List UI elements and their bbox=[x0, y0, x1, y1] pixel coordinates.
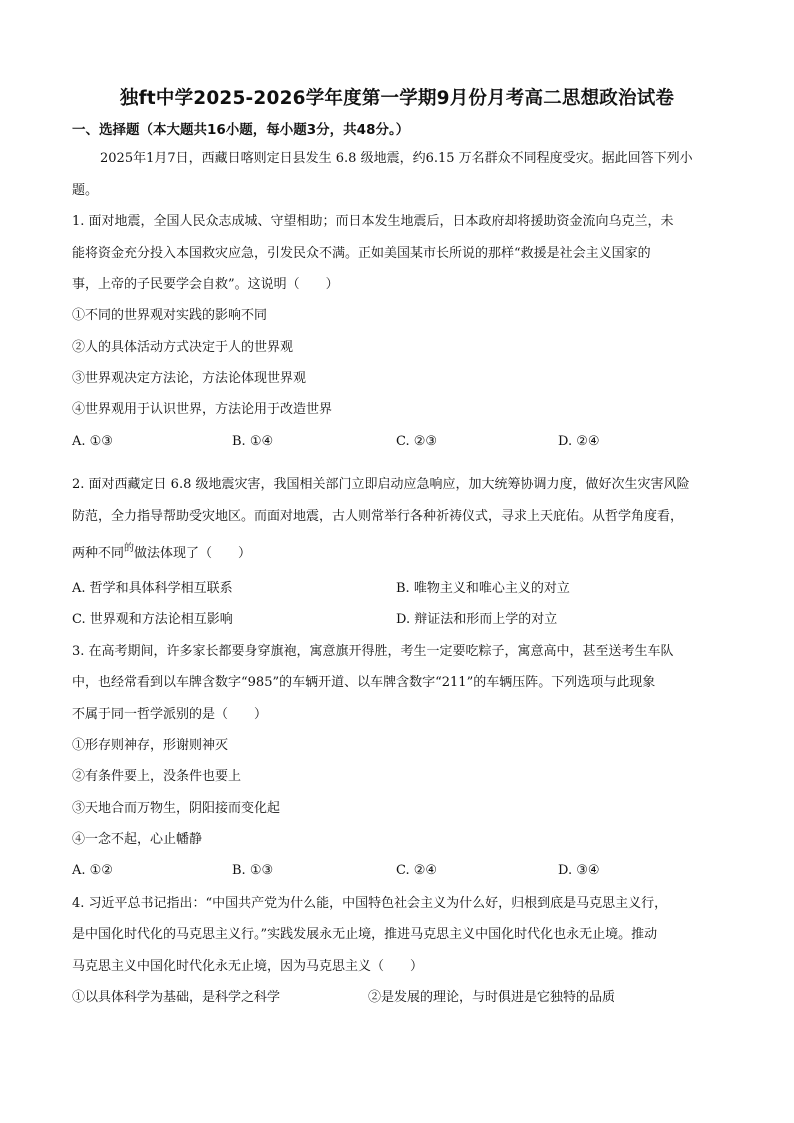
q3-option-a[interactable]: A. ①② bbox=[72, 863, 113, 878]
q3-statement: ④一念不起，心止幡静 bbox=[72, 832, 203, 847]
q4-statement: ①以具体科学为基础，是科学之科学 bbox=[72, 990, 281, 1005]
q4-statement: ②是发展的理论，与时俱进是它独特的品质 bbox=[368, 990, 616, 1005]
q1-statement: ④世界观用于认识世界，方法论用于改造世界 bbox=[72, 402, 333, 417]
q1-statement: ②人的具体活动方式决定于人的世界观 bbox=[72, 340, 294, 355]
q1-option-c[interactable]: C. ②③ bbox=[396, 434, 438, 449]
q3-option-b[interactable]: B. ①③ bbox=[232, 863, 274, 878]
exam-title: 独ft中学2025-2026学年度第一学期9月份月考高二思想政治试卷 bbox=[119, 88, 675, 109]
intro-line: 2025年1月7日，西藏日喀则定日县发生 6.8 级地震，约6.15 万名群众不同程度受灾。据此回答下列小 bbox=[100, 151, 693, 166]
intro-line: 题。 bbox=[72, 183, 99, 198]
q3-stem-line: 3. 在高考期间，许多家长都要身穿旗袍，寓意旗开得胜，考生一定要吃粽子，寓意高中，甚至送考生车队 bbox=[72, 644, 674, 659]
q3-statement: ③天地合而万物生，阴阳接而变化起 bbox=[72, 801, 281, 816]
q1-statement: ①不同的世界观对实践的影响不同 bbox=[72, 308, 268, 323]
q2-option-b[interactable]: B. 唯物主义和唯心主义的对立 bbox=[396, 581, 570, 596]
q2-stem-superscript: 的 bbox=[124, 543, 135, 554]
q1-stem-line: 能将资金充分投入本国救灾应急，引发民众不满。正如美国某市长所说的那样“救援是社会主义国家的 bbox=[72, 246, 651, 261]
q1-statement: ③世界观决定方法论，方法论体现世界观 bbox=[72, 371, 307, 386]
q1-option-d[interactable]: D. ②④ bbox=[558, 434, 600, 449]
q1-option-a[interactable]: A. ①③ bbox=[72, 434, 113, 449]
q4-stem-line: 是中国化时代化的马克思主义行。”实践发展永无止境，推进马克思主义中国化时代化也永无止境。推动 bbox=[72, 927, 658, 942]
q4-stem-line: 马克思主义中国化时代化永无止境，因为马克思主义（ ） bbox=[72, 959, 424, 974]
q3-option-d[interactable]: D. ③④ bbox=[558, 863, 600, 878]
q1-stem-line: 事，上帝的子民要学会自救”。这说明（ ） bbox=[72, 277, 339, 292]
q3-statement: ②有条件要上，没条件也要上 bbox=[72, 769, 242, 784]
q3-stem-line: 不属于同一哲学派别的是（ ） bbox=[72, 707, 268, 722]
q1-option-b[interactable]: B. ①④ bbox=[232, 434, 274, 449]
section-heading: 一、选择题（本大题共16小题，每小题3分，共48分。） bbox=[72, 122, 410, 138]
q2-option-a[interactable]: A. 哲学和具体科学相互联系 bbox=[72, 581, 233, 596]
q2-stem-line bbox=[72, 545, 251, 564]
q2-stem-line: 防范，全力指导帮助受灾地区。而面对地震，古人则常举行各种祈祷仪式，寻求上天庇佑。从哲学角度看， bbox=[72, 509, 684, 524]
q3-option-c[interactable]: C. ②④ bbox=[396, 863, 438, 878]
q1-stem-line: 1. 面对地震，全国人民众志成城、守望相助；而日本发生地震后，日本政府却将援助资金流向乌克兰，未 bbox=[72, 214, 674, 229]
q3-statement: ①形存则神存，形谢则神灭 bbox=[72, 738, 229, 753]
q2-stem-line: 2. 面对西藏定日 6.8 级地震灾害，我国相关部门立即启动应急响应，加大统筹协调力度，做好次生灾害风险 bbox=[72, 477, 690, 492]
q2-stem-text: 两种不同 bbox=[72, 546, 125, 561]
q4-stem-line: 4. 习近平总书记指出：“中国共产党为什么能，中国特色社会主义为什么好，归根到底是马克思主义行， bbox=[72, 896, 668, 911]
q2-stem-text: 做法体现了（ ） bbox=[134, 546, 252, 561]
q2-option-d[interactable]: D. 辩证法和形而上学的对立 bbox=[396, 612, 558, 627]
q2-option-c[interactable]: C. 世界观和方法论相互影响 bbox=[72, 612, 233, 627]
q3-stem-line: 中，也经常看到以车牌含数字“985”的车辆开道、以车牌含数字“211”的车辆压阵。下列选项与此现象 bbox=[72, 675, 656, 690]
